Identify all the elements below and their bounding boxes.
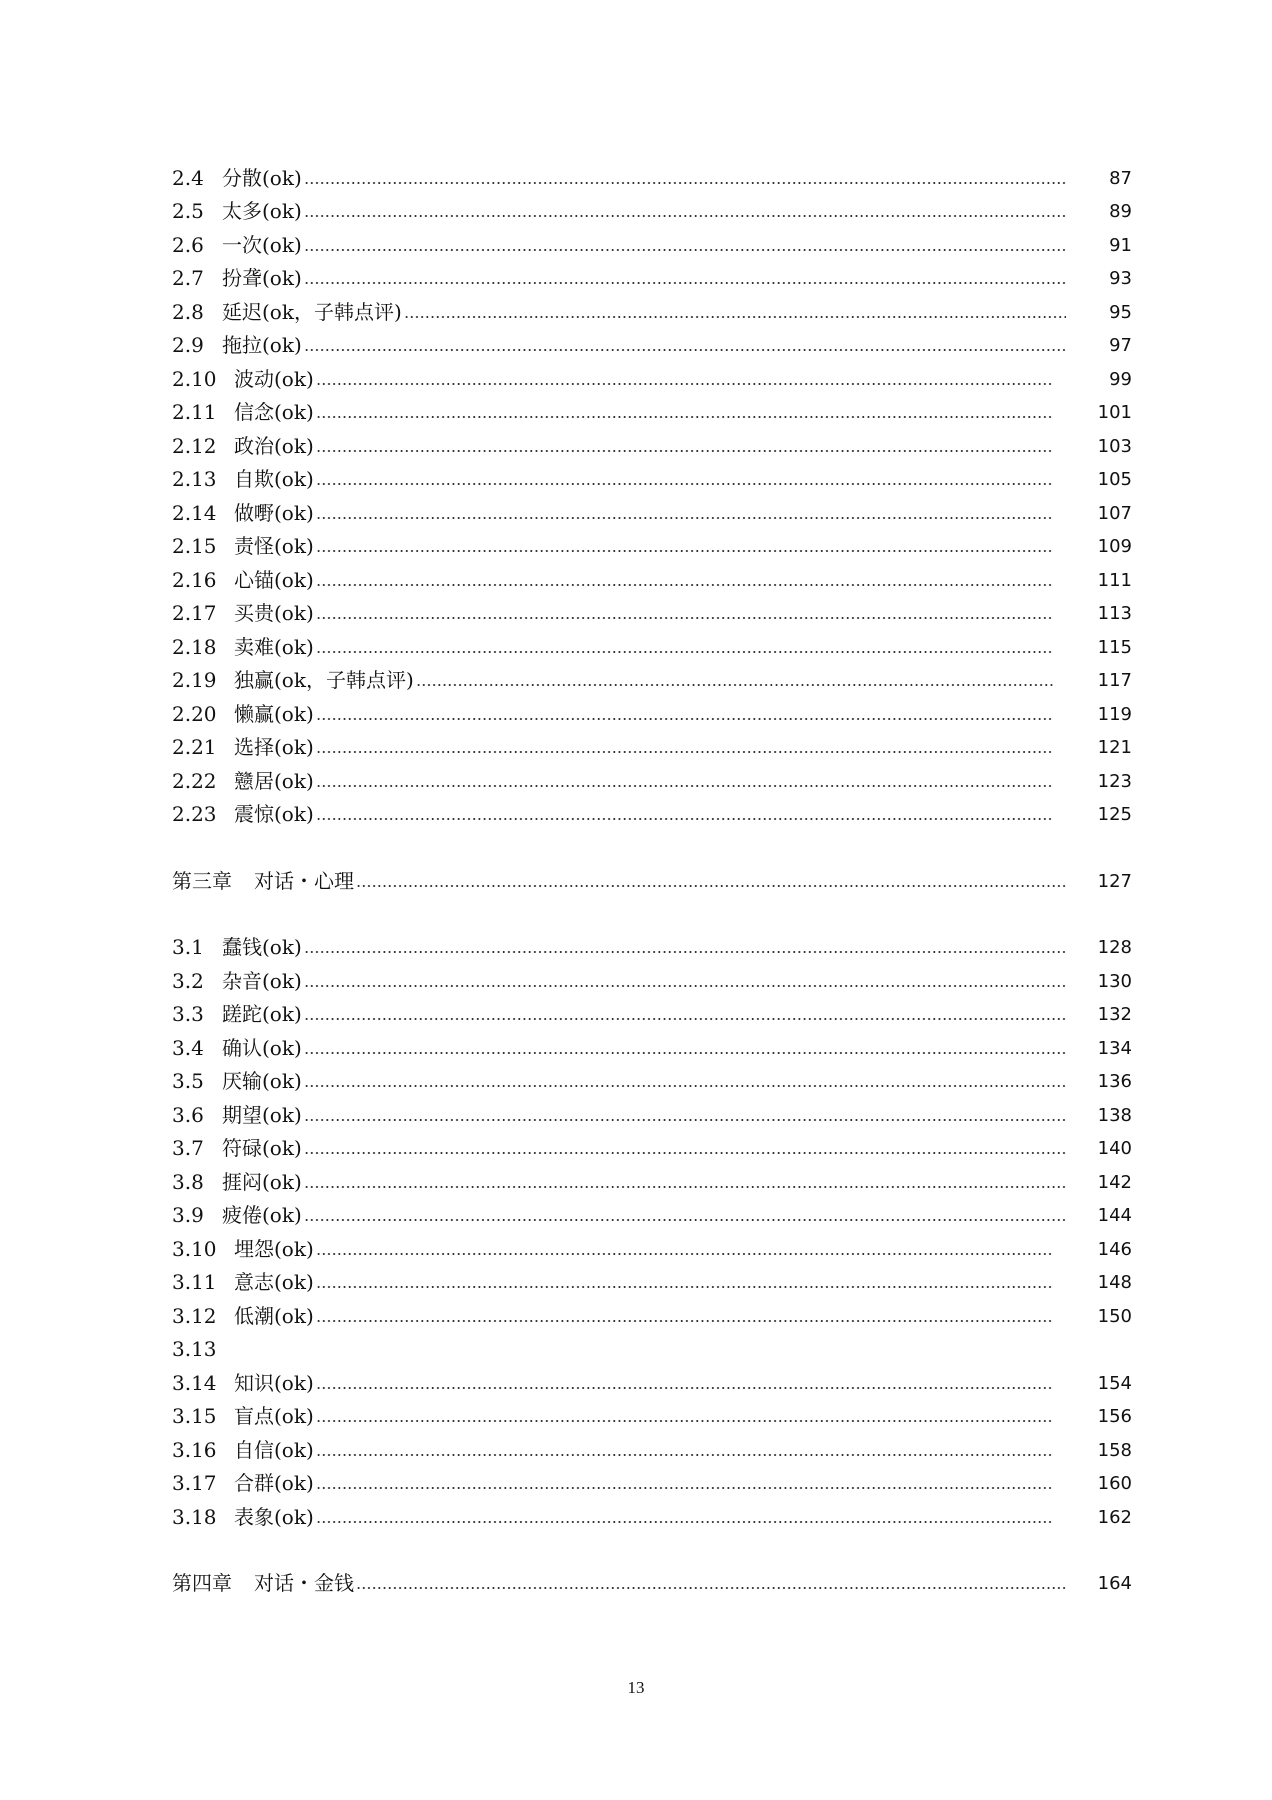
entry-title: 期望(ok)	[222, 1102, 302, 1127]
section-number: 2.9	[172, 333, 204, 357]
page-ref: 164	[1097, 1573, 1132, 1594]
toc-entry-row[interactable]	[172, 1460, 1132, 1494]
page-ref: 146	[1097, 1238, 1132, 1260]
page-ref: 130	[1097, 970, 1132, 992]
page-ref: 115	[1097, 636, 1132, 658]
entry-title: 知识(ok)	[234, 1370, 314, 1395]
page-ref: 87	[1109, 167, 1132, 189]
page-ref: 89	[1109, 201, 1132, 222]
section-number: 2.4	[172, 165, 204, 190]
section-number: 2.11	[172, 400, 217, 424]
dot-leader	[316, 1320, 1054, 1322]
entry-title: 意志(ok)	[234, 1270, 314, 1294]
toc-entry-row[interactable]	[172, 791, 1132, 825]
toc-entry-row[interactable]	[172, 1091, 1132, 1125]
toc-entry-row[interactable]	[172, 1192, 1132, 1226]
page-ref: 142	[1097, 1171, 1132, 1193]
entry-title: 延迟(ok，子韩点评)	[222, 299, 402, 324]
dot-leader	[416, 684, 1054, 686]
toc-entry-row[interactable]	[172, 757, 1132, 791]
section-number: 3.6	[172, 1102, 204, 1127]
section-number: 3.7	[172, 1136, 204, 1160]
dot-leader	[356, 1587, 1066, 1589]
toc-chapter-row[interactable]	[172, 1560, 1132, 1594]
dot-leader	[304, 985, 1066, 987]
dot-leader	[304, 349, 1066, 351]
page-ref: 162	[1097, 1506, 1132, 1528]
entry-title: 懒赢(ok)	[234, 701, 314, 726]
toc-chapter-row[interactable]	[172, 857, 1132, 891]
entry-title: 扮聋(ok)	[222, 266, 302, 290]
entry-title: 厌输(ok)	[222, 1069, 302, 1093]
toc-entry-row[interactable]	[172, 1225, 1132, 1259]
section-number: 3.16	[172, 1437, 217, 1462]
section-number: 3.13	[172, 1337, 217, 1361]
entry-title: 分散(ok)	[222, 165, 302, 190]
dot-leader	[316, 383, 1054, 385]
dot-leader	[316, 1286, 1054, 1288]
entry-title: 震惊(ok)	[234, 802, 314, 826]
entry-title: 确认(ok)	[222, 1035, 302, 1060]
section-number: 3.9	[172, 1203, 204, 1227]
entry-title: 信念(ok)	[234, 400, 314, 424]
entry-title: 买贵(ok)	[234, 601, 314, 625]
toc-entry-row[interactable]	[172, 221, 1132, 255]
page-ref: 150	[1097, 1305, 1132, 1327]
table-of-contents	[172, 154, 1132, 1593]
dot-leader	[316, 550, 1054, 552]
section-number: 2.7	[172, 266, 204, 290]
section-number: 2.6	[172, 232, 204, 257]
section-number: 2.12	[172, 433, 217, 458]
entry-title: 盲点(ok)	[234, 1404, 314, 1428]
dot-leader	[304, 1219, 1066, 1221]
dot-leader	[316, 785, 1054, 787]
page-ref: 109	[1097, 536, 1132, 557]
entry-title: 对话・心理	[254, 868, 354, 893]
section-number: 2.14	[172, 500, 217, 525]
dot-leader	[316, 751, 1054, 753]
entry-title: 自信(ok)	[234, 1437, 314, 1462]
dot-leader	[316, 1253, 1054, 1255]
dot-leader	[304, 249, 1066, 251]
dot-leader	[316, 651, 1054, 653]
page-ref: 138	[1097, 1104, 1132, 1126]
toc-entry-row[interactable]	[172, 489, 1132, 523]
toc-entry-row[interactable]	[172, 690, 1132, 724]
section-number: 2.13	[172, 467, 217, 491]
page-ref: 128	[1097, 937, 1132, 958]
entry-title: 低潮(ok)	[234, 1303, 314, 1328]
dot-leader	[316, 517, 1054, 519]
page-ref: 160	[1097, 1473, 1132, 1494]
dot-leader	[304, 1052, 1066, 1054]
toc-entry-row[interactable]	[172, 1292, 1132, 1326]
toc-entry-row[interactable]	[172, 1326, 1132, 1360]
page-ref: 105	[1097, 469, 1132, 490]
entry-title: 政治(ok)	[234, 433, 314, 458]
dot-leader	[304, 282, 1066, 284]
dot-leader	[304, 1152, 1066, 1154]
entry-title: 埋怨(ok)	[234, 1236, 314, 1261]
entry-title: 心锚(ok)	[234, 567, 314, 592]
dot-leader	[316, 818, 1054, 820]
page-ref: 148	[1097, 1272, 1132, 1293]
entry-title: 蠢钱(ok)	[222, 935, 302, 959]
entry-title: 拖拉(ok)	[222, 333, 302, 357]
section-number: 2.20	[172, 701, 217, 726]
entry-title: 表象(ok)	[234, 1504, 314, 1529]
dot-leader	[304, 1018, 1066, 1020]
dot-leader	[316, 1387, 1054, 1389]
page-ref: 127	[1097, 870, 1132, 892]
section-number: 3.2	[172, 968, 204, 993]
page-ref: 93	[1109, 268, 1132, 289]
entry-title: 捱闷(ok)	[222, 1169, 302, 1194]
dot-leader	[304, 215, 1066, 217]
toc-entry-row[interactable]	[172, 657, 1132, 691]
chapter-label: 第三章	[172, 868, 232, 893]
entry-title: 蹉跎(ok)	[222, 1002, 302, 1026]
entry-title: 符碌(ok)	[222, 1136, 302, 1160]
page-ref: 144	[1097, 1205, 1132, 1226]
page-ref: 97	[1109, 335, 1132, 356]
section-number: 2.8	[172, 299, 204, 324]
section-number: 2.16	[172, 567, 217, 592]
page-ref: 132	[1097, 1004, 1132, 1025]
toc-entry-row[interactable]	[172, 188, 1132, 222]
toc-entry-row[interactable]	[172, 1024, 1132, 1058]
dot-leader	[316, 1420, 1054, 1422]
toc-entry-row[interactable]	[172, 422, 1132, 456]
toc-entry-row[interactable]	[172, 556, 1132, 590]
toc-entry-row[interactable]	[172, 623, 1132, 657]
toc-entry-row[interactable]	[172, 1359, 1132, 1393]
dot-leader	[304, 1186, 1066, 1188]
entry-title: 责怪(ok)	[234, 534, 314, 558]
toc-entry-row[interactable]	[172, 1393, 1132, 1427]
entry-title: 一次(ok)	[222, 232, 302, 257]
page-ref: 101	[1097, 402, 1132, 423]
entry-title: 疲倦(ok)	[222, 1203, 302, 1227]
dot-leader	[304, 182, 1066, 184]
toc-entry-row[interactable]	[172, 355, 1132, 389]
toc-entry-row[interactable]	[172, 288, 1132, 322]
entry-title: 选择(ok)	[234, 735, 314, 759]
dot-leader	[316, 1521, 1054, 1523]
dot-leader	[316, 617, 1054, 619]
section-number: 3.11	[172, 1270, 217, 1294]
page-ref: 154	[1097, 1372, 1132, 1394]
section-number: 3.17	[172, 1471, 217, 1495]
toc-entry-row[interactable]	[172, 1158, 1132, 1192]
section-number: 2.18	[172, 634, 217, 659]
page-ref: 103	[1097, 435, 1132, 457]
page-ref: 156	[1097, 1406, 1132, 1427]
page-number: 13	[627, 1678, 645, 1697]
section-number: 3.5	[172, 1069, 204, 1093]
page-ref: 119	[1097, 703, 1132, 725]
toc-entry-row[interactable]	[172, 1493, 1132, 1527]
section-number: 3.8	[172, 1169, 204, 1194]
dot-leader	[304, 951, 1066, 953]
toc-entry-row[interactable]	[172, 590, 1132, 624]
page-ref: 136	[1097, 1071, 1132, 1092]
page-ref: 111	[1097, 569, 1132, 591]
section-number: 2.17	[172, 601, 217, 625]
page-ref: 95	[1109, 301, 1132, 323]
dot-leader	[356, 885, 1066, 887]
entry-title: 自欺(ok)	[234, 467, 314, 491]
toc-entry-row[interactable]	[172, 1058, 1132, 1092]
section-number: 3.15	[172, 1404, 217, 1428]
section-number: 2.23	[172, 802, 217, 826]
page-ref: 123	[1097, 770, 1132, 792]
dot-leader	[404, 316, 1066, 318]
entry-title: 波动(ok)	[234, 366, 314, 391]
dot-leader	[316, 1454, 1054, 1456]
entry-title: 戆居(ok)	[234, 768, 314, 793]
page-ref: 121	[1097, 737, 1132, 758]
dot-leader	[304, 1119, 1066, 1121]
section-number: 3.14	[172, 1370, 217, 1395]
page-ref: 158	[1097, 1439, 1132, 1461]
page-ref: 113	[1097, 603, 1132, 624]
toc-entry-row[interactable]	[172, 154, 1132, 188]
toc-entry-row[interactable]	[172, 255, 1132, 289]
toc-entry-row[interactable]	[172, 1426, 1132, 1460]
page-ref: 107	[1097, 502, 1132, 524]
toc-entry-row[interactable]	[172, 523, 1132, 557]
section-number: 2.19	[172, 668, 217, 692]
toc-entry-row[interactable]	[172, 991, 1132, 1025]
page-ref: 125	[1097, 804, 1132, 825]
page-ref: 134	[1097, 1037, 1132, 1059]
section-number: 2.5	[172, 199, 204, 223]
dot-leader	[316, 1487, 1054, 1489]
section-number: 3.18	[172, 1504, 217, 1529]
toc-entry-row[interactable]	[172, 456, 1132, 490]
entry-title: 杂音(ok)	[222, 968, 302, 993]
dot-leader	[316, 416, 1054, 418]
section-number: 2.22	[172, 768, 217, 793]
section-number: 3.12	[172, 1303, 217, 1328]
toc-entry-row[interactable]	[172, 1125, 1132, 1159]
page-ref: 117	[1097, 670, 1132, 691]
toc-entry-row[interactable]	[172, 389, 1132, 423]
entry-title: 做嘢(ok)	[234, 500, 314, 525]
toc-entry-row[interactable]	[172, 957, 1132, 991]
entry-title: 独赢(ok，子韩点评)	[234, 668, 414, 692]
entry-title: 太多(ok)	[222, 199, 302, 223]
page-ref: 91	[1109, 234, 1132, 256]
toc-entry-row[interactable]	[172, 724, 1132, 758]
dot-leader	[316, 483, 1054, 485]
dot-leader	[316, 718, 1054, 720]
entry-title: 卖难(ok)	[234, 634, 314, 659]
dot-leader	[316, 450, 1054, 452]
page-ref: 99	[1109, 368, 1132, 390]
entry-title: 合群(ok)	[234, 1471, 314, 1495]
section-number: 2.15	[172, 534, 217, 558]
section-number: 3.3	[172, 1002, 204, 1026]
section-number: 3.4	[172, 1035, 204, 1060]
entry-title: 对话・金钱	[254, 1571, 354, 1595]
section-number: 3.10	[172, 1236, 217, 1261]
dot-leader	[304, 1085, 1066, 1087]
section-number: 3.1	[172, 935, 204, 959]
page-ref: 140	[1097, 1138, 1132, 1159]
toc-entry-row[interactable]	[172, 924, 1132, 958]
toc-entry-row[interactable]	[172, 322, 1132, 356]
toc-entry-row[interactable]	[172, 1259, 1132, 1293]
section-number: 2.21	[172, 735, 217, 759]
section-number: 2.10	[172, 366, 217, 391]
dot-leader	[316, 584, 1054, 586]
chapter-label: 第四章	[172, 1571, 232, 1595]
